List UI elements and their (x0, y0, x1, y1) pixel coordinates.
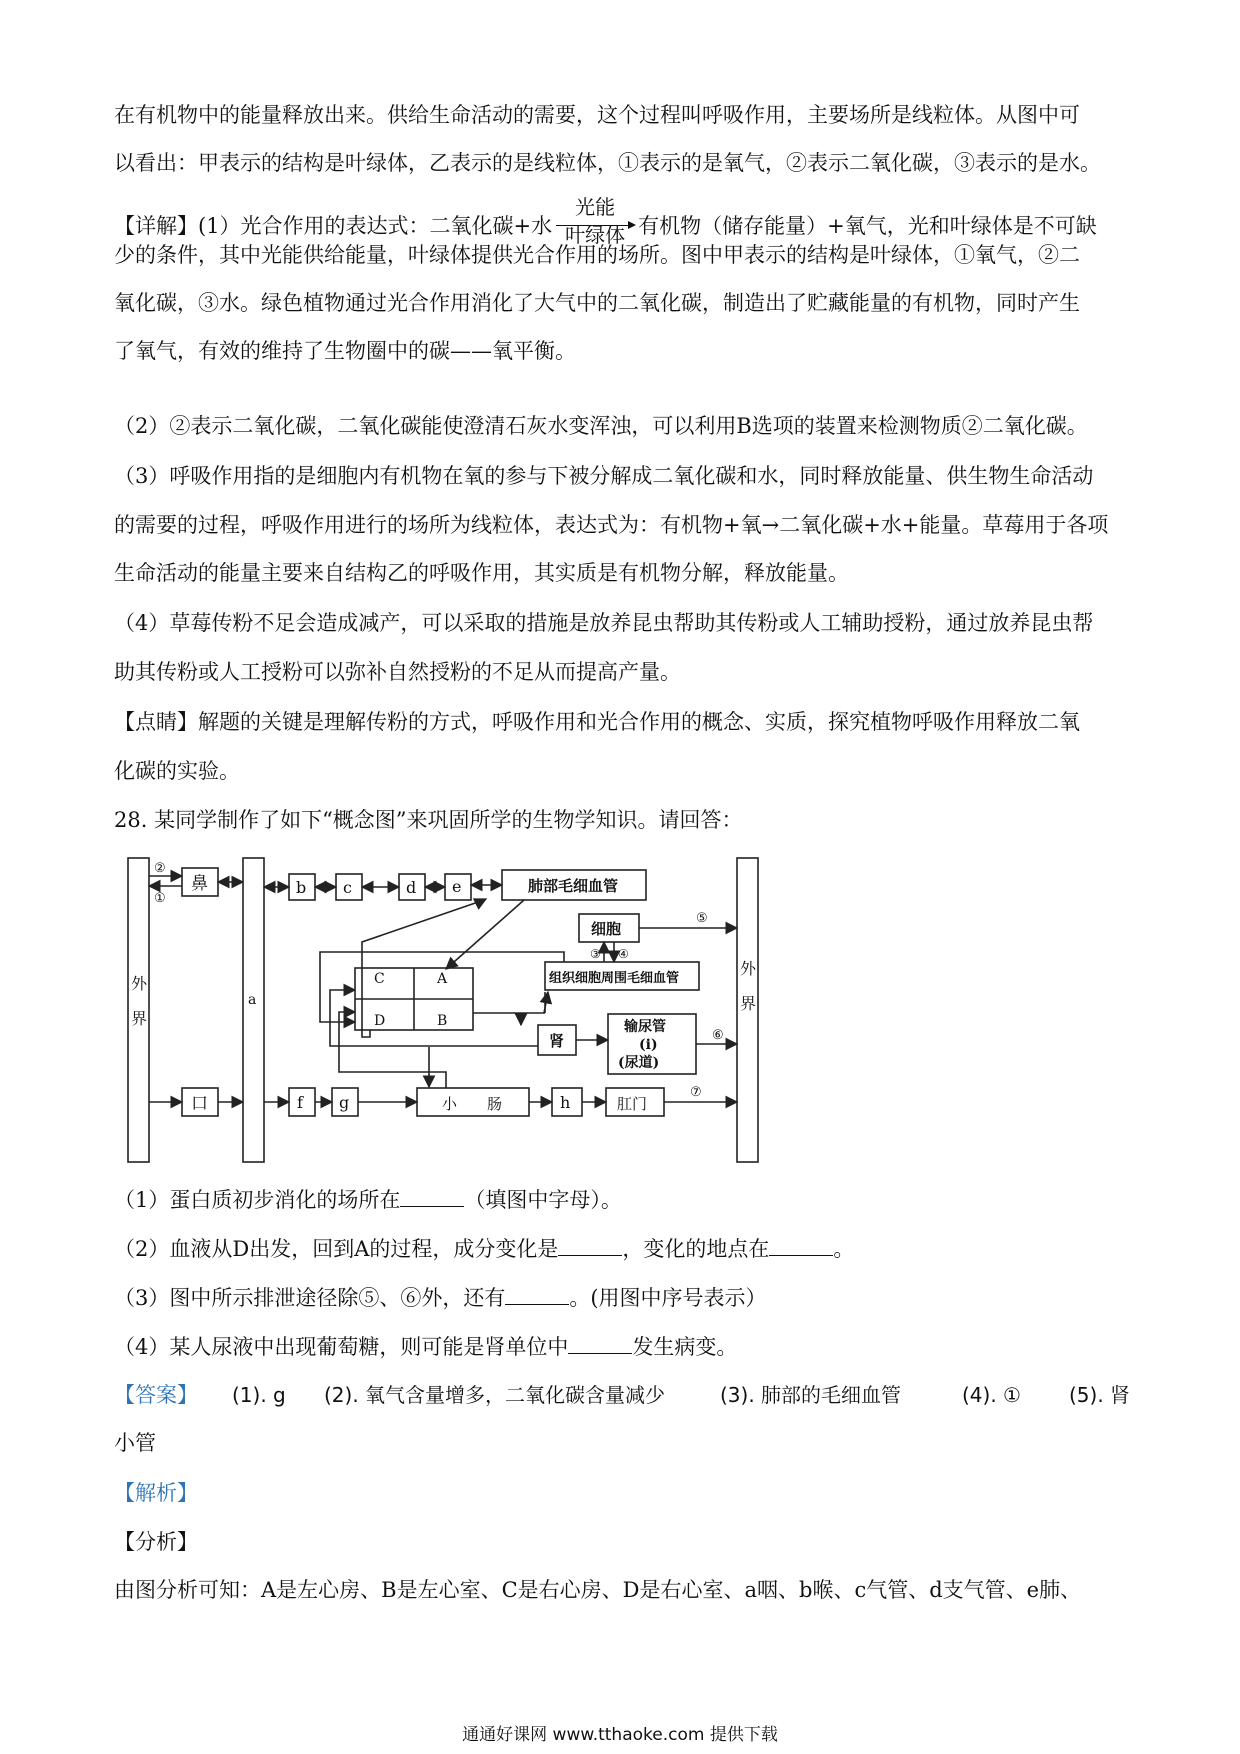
text-line: 生命活动的能量主要来自结构乙的呼吸作用，其实质是有机物分解，释放能量。 (114, 561, 849, 585)
question-4 (114, 1331, 1132, 1362)
analysis-text: 由图分析可知：A是左心房、B是左心室、C是右心房、D是右心室、a咽、b喉、c气管、d支气管、e肺、 (114, 1578, 1082, 1602)
pharynx-label: a (248, 992, 257, 1008)
heart-B-label: B (437, 1013, 448, 1029)
answer-3: (3). 肺部的毛细血管 (720, 1383, 902, 1407)
question-text: 。(用图中序号表示） (569, 1286, 767, 1310)
text-line: （3）呼吸作用指的是细胞内有机物在氧的参与下被分解成二氧化碳和水，同时释放能量、供生物生命活动 (114, 464, 1094, 488)
outside-right-label-2: 界 (740, 994, 757, 1013)
text-line: 化碳的实验。 (114, 759, 240, 783)
detail-text: (1）光合作用的表达式：二氧化碳+水 (198, 214, 553, 238)
answer-4: (4). ① (962, 1383, 1021, 1407)
marker-6: ⑥ (712, 1028, 724, 1043)
answer-blank[interactable] (568, 1331, 632, 1354)
question-text: 发生病变。 (632, 1335, 738, 1359)
marker-5: ⑤ (696, 911, 708, 926)
tissue-capillary-label: 组织细胞周围毛细血管 (549, 971, 680, 986)
question-text: （2）血液从D出发，回到A的过程，成分变化是 (114, 1237, 559, 1261)
text-line: 氧化碳，③水。绿色植物通过光合作用消化了大气中的二氧化碳，制造出了贮藏能量的有机物，同时产生 (114, 291, 1080, 315)
urethra-label: (尿道) (618, 1055, 660, 1071)
footer-watermark: 通通好课网 www.tthaoke.com 提供下载 (462, 1725, 778, 1745)
marker-4: ④ (618, 947, 629, 961)
heart-D-label: D (374, 1013, 386, 1029)
answer-wrap: 小管 (114, 1431, 156, 1455)
question-text: （1）蛋白质初步消化的场所在 (114, 1188, 401, 1212)
ureter-label: 输尿管 (624, 1019, 666, 1035)
ureter-i-label: (i) (639, 1037, 658, 1053)
question-3 (114, 1282, 1132, 1313)
answer-5: (5). 肾 (1069, 1383, 1131, 1407)
answer-blank[interactable] (400, 1184, 464, 1207)
text-line: 少的条件，其中光能供给能量，叶绿体提供光合作用的场所。图中甲表示的结构是叶绿体，①氧气，②二 (114, 243, 1080, 267)
question-text: （3）图中所示排泄途径除⑤、⑥外，还有 (114, 1286, 506, 1310)
text-line: 助其传粉或人工授粉可以弥补自然授粉的不足从而提高产量。 (114, 660, 681, 684)
marker-3: ③ (590, 947, 601, 961)
question-text: ，变化的地点在 (622, 1237, 770, 1261)
arrow-condition-top: 光能 (575, 195, 616, 219)
arrow-condition-bottom: 叶绿体 (565, 223, 626, 247)
c-label: c (343, 878, 352, 897)
text-line: 【点睛】解题的关键是理解传粉的方式，呼吸作用和光合作用的概念、实质，探究植物呼吸作用释放二氧 (114, 710, 1080, 734)
concept-diagram (124, 842, 764, 1172)
anus-label: 肛门 (617, 1095, 648, 1113)
heart-A-label: A (437, 971, 448, 987)
answer-blank[interactable] (769, 1233, 833, 1256)
marker-2: ② (154, 861, 166, 876)
question-2 (114, 1233, 1132, 1264)
answer-blank[interactable] (505, 1282, 569, 1305)
answer-2: (2). 氧气含量增多，二氧化碳含量减少 (324, 1383, 666, 1407)
f-label: f (297, 1093, 303, 1112)
pharynx-bar (243, 858, 264, 1162)
answer-blank[interactable] (558, 1233, 622, 1256)
text-line: 的需要的过程，呼吸作用进行的场所为线粒体，表达式为：有机物+氧→二氧化碳+水+能量。草莓用于各项 (114, 513, 1109, 537)
marker-7: ⑦ (690, 1085, 702, 1100)
answer-label: 【答案】 (114, 1383, 198, 1407)
fenxi-label: 【分析】 (114, 1530, 198, 1554)
question-text: （填图中字母）。 (464, 1188, 622, 1212)
small-intestine-label: 小 肠 (442, 1095, 503, 1113)
detail-line-1 (114, 195, 1132, 247)
b-label: b (296, 878, 307, 897)
nose-label: 鼻 (191, 874, 208, 894)
lung-capillary-label: 肺部毛细血管 (528, 877, 619, 895)
outside-left-label-2: 界 (131, 1009, 148, 1028)
text-line: 在有机物中的能量释放出来。供给生命活动的需要，这个过程叫呼吸作用，主要场所是线粒体。从图中可 (114, 103, 1080, 127)
question-stem: 28. 某同学制作了如下“概念图”来巩固所学的生物学知识。请回答： (114, 808, 743, 832)
question-text: （4）某人尿液中出现葡萄糖，则可能是肾单位中 (114, 1335, 569, 1359)
analysis-label: 【解析】 (114, 1481, 198, 1505)
e-label: e (452, 877, 462, 896)
question-text: 。 (833, 1237, 855, 1261)
kidney-label: 肾 (549, 1032, 565, 1050)
mouth-label: 口 (191, 1094, 208, 1114)
detail-text: 有机物（储存能量）+氧气，光和叶绿体是不可缺 (638, 214, 1097, 238)
outside-right-label-1: 外 (740, 959, 757, 978)
cell-label: 细胞 (591, 920, 622, 938)
text-line: （4）草莓传粉不足会造成减产，可以采取的措施是放养昆虫帮助其传粉或人工辅助授粉，通过放养昆虫帮 (114, 611, 1094, 635)
heart-C-label: C (374, 971, 385, 987)
text-line: 以看出：甲表示的结构是叶绿体，乙表示的是线粒体，①表示的是氧气，②表示二氧化碳，③表示的是水。 (114, 151, 1101, 175)
text-line: （2）②表示二氧化碳，二氧化碳能使澄清石灰水变浑浊，可以利用B选项的装置来检测物质②二氧化碳。 (114, 414, 1088, 438)
outside-left-label-1: 外 (131, 974, 148, 993)
reaction-arrow (554, 195, 636, 247)
text-line: 了氧气，有效的维持了生物圈中的碳——氧平衡。 (114, 339, 576, 363)
question-1 (114, 1184, 1132, 1215)
d-label: d (406, 878, 417, 897)
g-label: g (339, 1093, 350, 1112)
h-label: h (560, 1093, 571, 1112)
answer-1: (1). g (232, 1383, 286, 1407)
marker-1: ① (154, 891, 166, 906)
detail-label: 【详解】 (114, 214, 198, 238)
